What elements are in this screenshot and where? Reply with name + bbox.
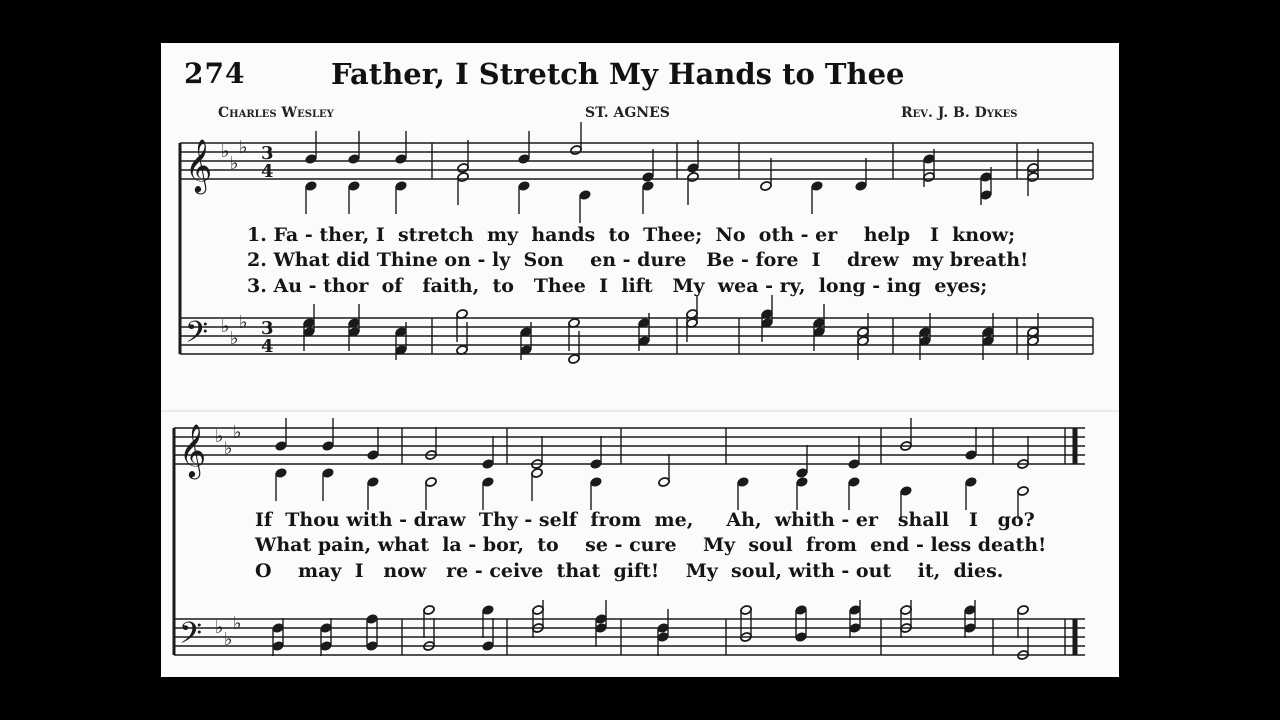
flat-sign: ♭: [239, 312, 248, 333]
flat-sign: ♭: [224, 438, 233, 459]
treble-clef: 𝄞: [185, 138, 213, 192]
flat-sign: ♭: [233, 613, 242, 634]
lyric-line-verse-2-refrain: What pain, what la - bor, to se - cure My soul from end - less death!: [255, 534, 1047, 556]
time-signature-bottom: 4: [261, 161, 274, 182]
bass-clef: 𝄢: [185, 316, 209, 357]
hymn-number: 274: [184, 57, 246, 90]
tune-name: ST. AGNES: [585, 105, 670, 121]
hymn-page: [161, 43, 1119, 677]
author-credit: Charles Wesley: [218, 105, 334, 121]
flat-sign: ♭: [215, 617, 224, 638]
flat-sign: ♭: [230, 153, 239, 174]
lyric-line-verse-3: 3. Au - thor of faith, to Thee I lift My wea - ry, long - ing eyes;: [247, 275, 988, 297]
flat-sign: ♭: [233, 422, 242, 443]
flat-sign: ♭: [221, 316, 230, 337]
time-signature-top: 3: [261, 318, 274, 339]
lyric-line-verse-2: 2. What did Thine on - ly Son en - dure Be - fore I drew my breath!: [247, 249, 1029, 271]
flat-sign: ♭: [221, 141, 230, 162]
hymn-title: Father, I Stretch My Hands to Thee: [331, 57, 905, 91]
composer-credit: Rev. J. B. Dykes: [901, 105, 1018, 121]
lyric-line-verse-1-refrain: If Thou with - draw Thy - self from me, Ah, whith - er shall I go?: [255, 509, 1035, 531]
time-signature-top: 3: [261, 143, 274, 164]
time-signature-bottom: 4: [261, 336, 274, 357]
flat-sign: ♭: [239, 137, 248, 158]
lyric-line-verse-1: 1. Fa - ther, I stretch my hands to Thee; No oth - er help I know;: [247, 224, 1016, 246]
flat-sign: ♭: [215, 426, 224, 447]
lyric-line-verse-3-refrain: O may I now re - ceive that gift! My soul, with - out it, dies.: [255, 560, 1004, 582]
bass-clef: 𝄢: [179, 617, 203, 658]
page-fold-line: [161, 410, 1119, 412]
treble-clef: 𝄞: [179, 423, 207, 477]
flat-sign: ♭: [224, 629, 233, 650]
flat-sign: ♭: [230, 328, 239, 349]
